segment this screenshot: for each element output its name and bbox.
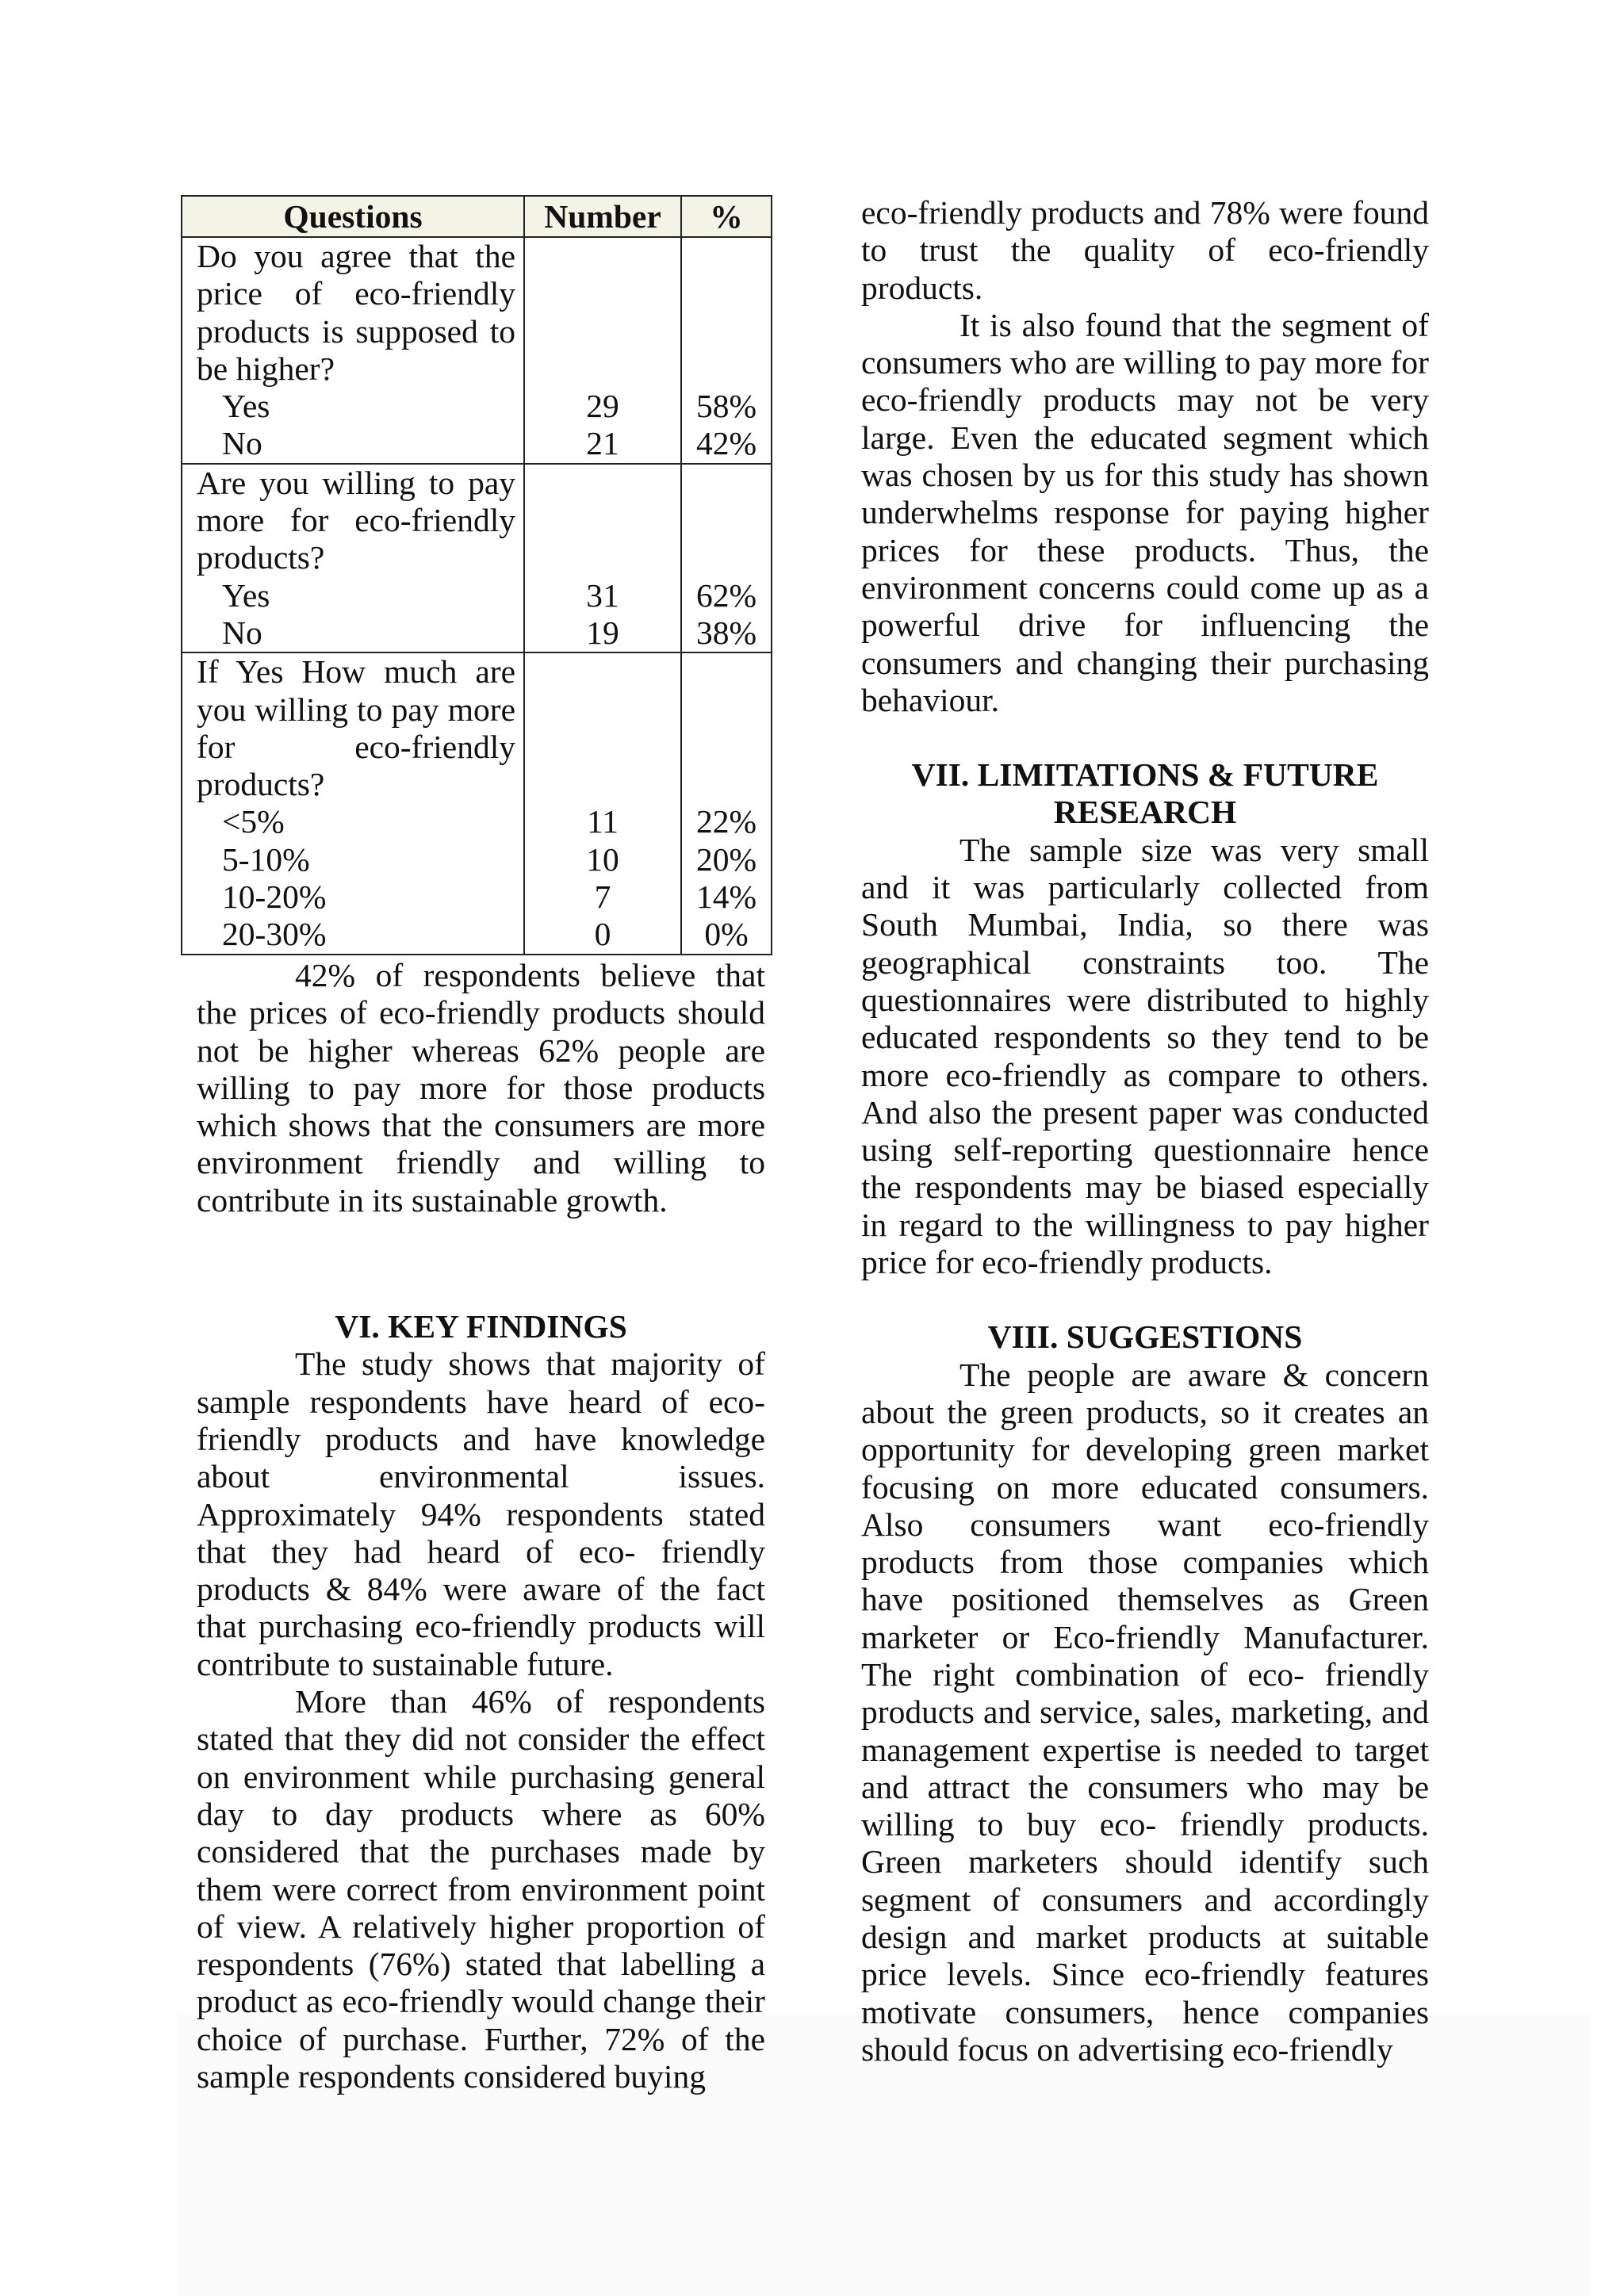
option-number: 10	[586, 840, 619, 878]
spacer	[682, 691, 771, 729]
option-percent: 38%	[695, 614, 757, 651]
question-cell	[182, 237, 524, 464]
limitations-heading	[861, 756, 1429, 832]
table-header-row	[182, 196, 772, 237]
spacer	[525, 729, 680, 766]
percent-cell	[681, 237, 772, 464]
option-number: 21	[586, 425, 619, 462]
key-findings-paragraph-1: The study shows that majority of sample respondents have heard of eco-friendly products and have knowledge about environmental issues. Approximately 94% respondents stated that they had heard of eco- friendly products & 84% were aware of the fact that purchasing eco-friendly products will contribute to sustainable future.	[197, 1345, 765, 1682]
spacer	[525, 238, 680, 275]
header-percent: %	[681, 196, 772, 237]
spacer	[525, 502, 680, 539]
spacer	[682, 313, 771, 350]
table-discussion-paragraph: 42% of respondents believe that the prices of eco-friendly products should not be higher whereas 62% people are willing to pay more for those products which shows that the consumers are more environment friendly and willing to contribute in its sustainable growth.	[197, 957, 765, 1219]
segment-paragraph: It is also found that the segment of consumers who are willing to pay more for eco-friendly products may not be very large. Even the educated segment which was chosen by us for this study has shown underwhelms response for paying higher prices for these products. Thus, the environment concerns could come up as a powerful drive for influencing the consumers and changing their purchasing behaviour.	[861, 306, 1429, 718]
spacer	[682, 766, 771, 803]
question-text: Do you agree that the price of eco-friendly products is supposed to be higher?	[197, 238, 515, 387]
option-number: 31	[586, 576, 619, 614]
spacer	[682, 238, 771, 275]
option-percent: 58%	[695, 388, 757, 425]
limitations-paragraph: The sample size was very small and it was particularly collected from South Mumbai, India, so there was geographical constraints too. The questionnaires were distributed to highly educated respondents so they tend to be more eco-friendly as compare to others. And also the present paper was conducted using self-reporting questionnaire hence the respondents may be biased especially in regard to the willingness to pay higher price for eco-friendly products.	[861, 831, 1429, 1281]
option-number: 29	[586, 388, 619, 425]
option-label: 20-30%	[222, 916, 327, 953]
spacer	[525, 653, 680, 691]
continued-paragraph: eco-friendly products and 78% were found to trust the quality of eco-friendly products.	[861, 194, 1429, 306]
option-percent: 14%	[695, 878, 757, 916]
option-percent: 20%	[695, 840, 757, 878]
spacer	[682, 653, 771, 691]
option-percent: 42%	[695, 425, 757, 462]
spacer	[682, 350, 771, 388]
question-text: Are you willing to pay more for eco-friendly products?	[197, 464, 515, 576]
spacer	[682, 465, 771, 502]
survey-results-table	[181, 195, 772, 955]
suggestions-paragraph: The people are aware & concern about the green products, so it creates an opportunity for developing green market focusing on more educated consumers. Also consumers want eco-friendly products from those companies which have positioned themselves as Green marketer or Eco-friendly Manufacturer. The right combination of eco- friendly products and service, sales, marketing, and management expertise is needed to target and attract the consumers who may be willing to buy eco- friendly products. Green marketers should identify such segment of consumers and accordingly design and market products at suitable price levels. Since eco-friendly features motivate consumers, hence companies should focus on advertising eco-friendly	[861, 1356, 1429, 2068]
header-number: Number	[524, 196, 681, 237]
right-column	[861, 194, 1429, 2068]
spacer	[682, 729, 771, 766]
percent-cell	[681, 652, 772, 954]
option-label: 10-20%	[222, 878, 327, 916]
option-label: Yes	[222, 576, 270, 614]
spacer	[525, 691, 680, 729]
spacer	[525, 539, 680, 576]
option-label: 5-10%	[222, 840, 310, 878]
question-cell	[182, 464, 524, 652]
table-body	[182, 237, 772, 955]
percent-cell	[681, 464, 772, 652]
table-row	[182, 237, 772, 464]
spacer	[525, 313, 680, 350]
spacer	[525, 766, 680, 803]
number-cell	[524, 652, 681, 954]
key-findings-paragraph-2: More than 46% of respondents stated that they did not consider the effect on environment while purchasing general day to day products where as 60% considered that the purchases made by them were correct from environment point of view. A relatively higher proportion of respondents (76%) stated that labelling a product as eco-friendly would change their choice of purchase. Further, 72% of the sample respondents considered buying	[197, 1683, 765, 2095]
header-questions: Questions	[182, 196, 524, 237]
spacer	[682, 502, 771, 539]
option-label: <5%	[222, 803, 285, 840]
option-label: Yes	[222, 388, 270, 425]
table-row	[182, 464, 772, 652]
limitations-heading-line-2: RESEARCH	[1053, 794, 1237, 831]
option-percent: 0%	[704, 916, 749, 953]
number-cell	[524, 464, 681, 652]
limitations-heading-line-1: VII. LIMITATIONS & FUTURE	[911, 756, 1379, 794]
spacer	[682, 539, 771, 576]
key-findings-heading: VI. KEY FINDINGS	[335, 1308, 627, 1345]
option-label: No	[222, 425, 262, 462]
table-row	[182, 652, 772, 954]
spacer	[525, 465, 680, 502]
suggestions-heading: VIII. SUGGESTIONS	[987, 1318, 1303, 1356]
left-column	[197, 957, 765, 2095]
option-percent: 62%	[695, 576, 757, 614]
spacer	[525, 275, 680, 312]
question-text: If Yes How much are you willing to pay more for eco-friendly products?	[197, 653, 515, 803]
question-cell	[182, 652, 524, 954]
option-label: No	[222, 614, 262, 651]
spacer	[682, 275, 771, 312]
number-cell	[524, 237, 681, 464]
spacer	[525, 350, 680, 388]
option-number: 11	[587, 803, 619, 840]
option-number: 7	[594, 878, 611, 916]
option-percent: 22%	[695, 803, 757, 840]
option-number: 19	[586, 614, 619, 651]
option-number: 0	[594, 916, 611, 953]
